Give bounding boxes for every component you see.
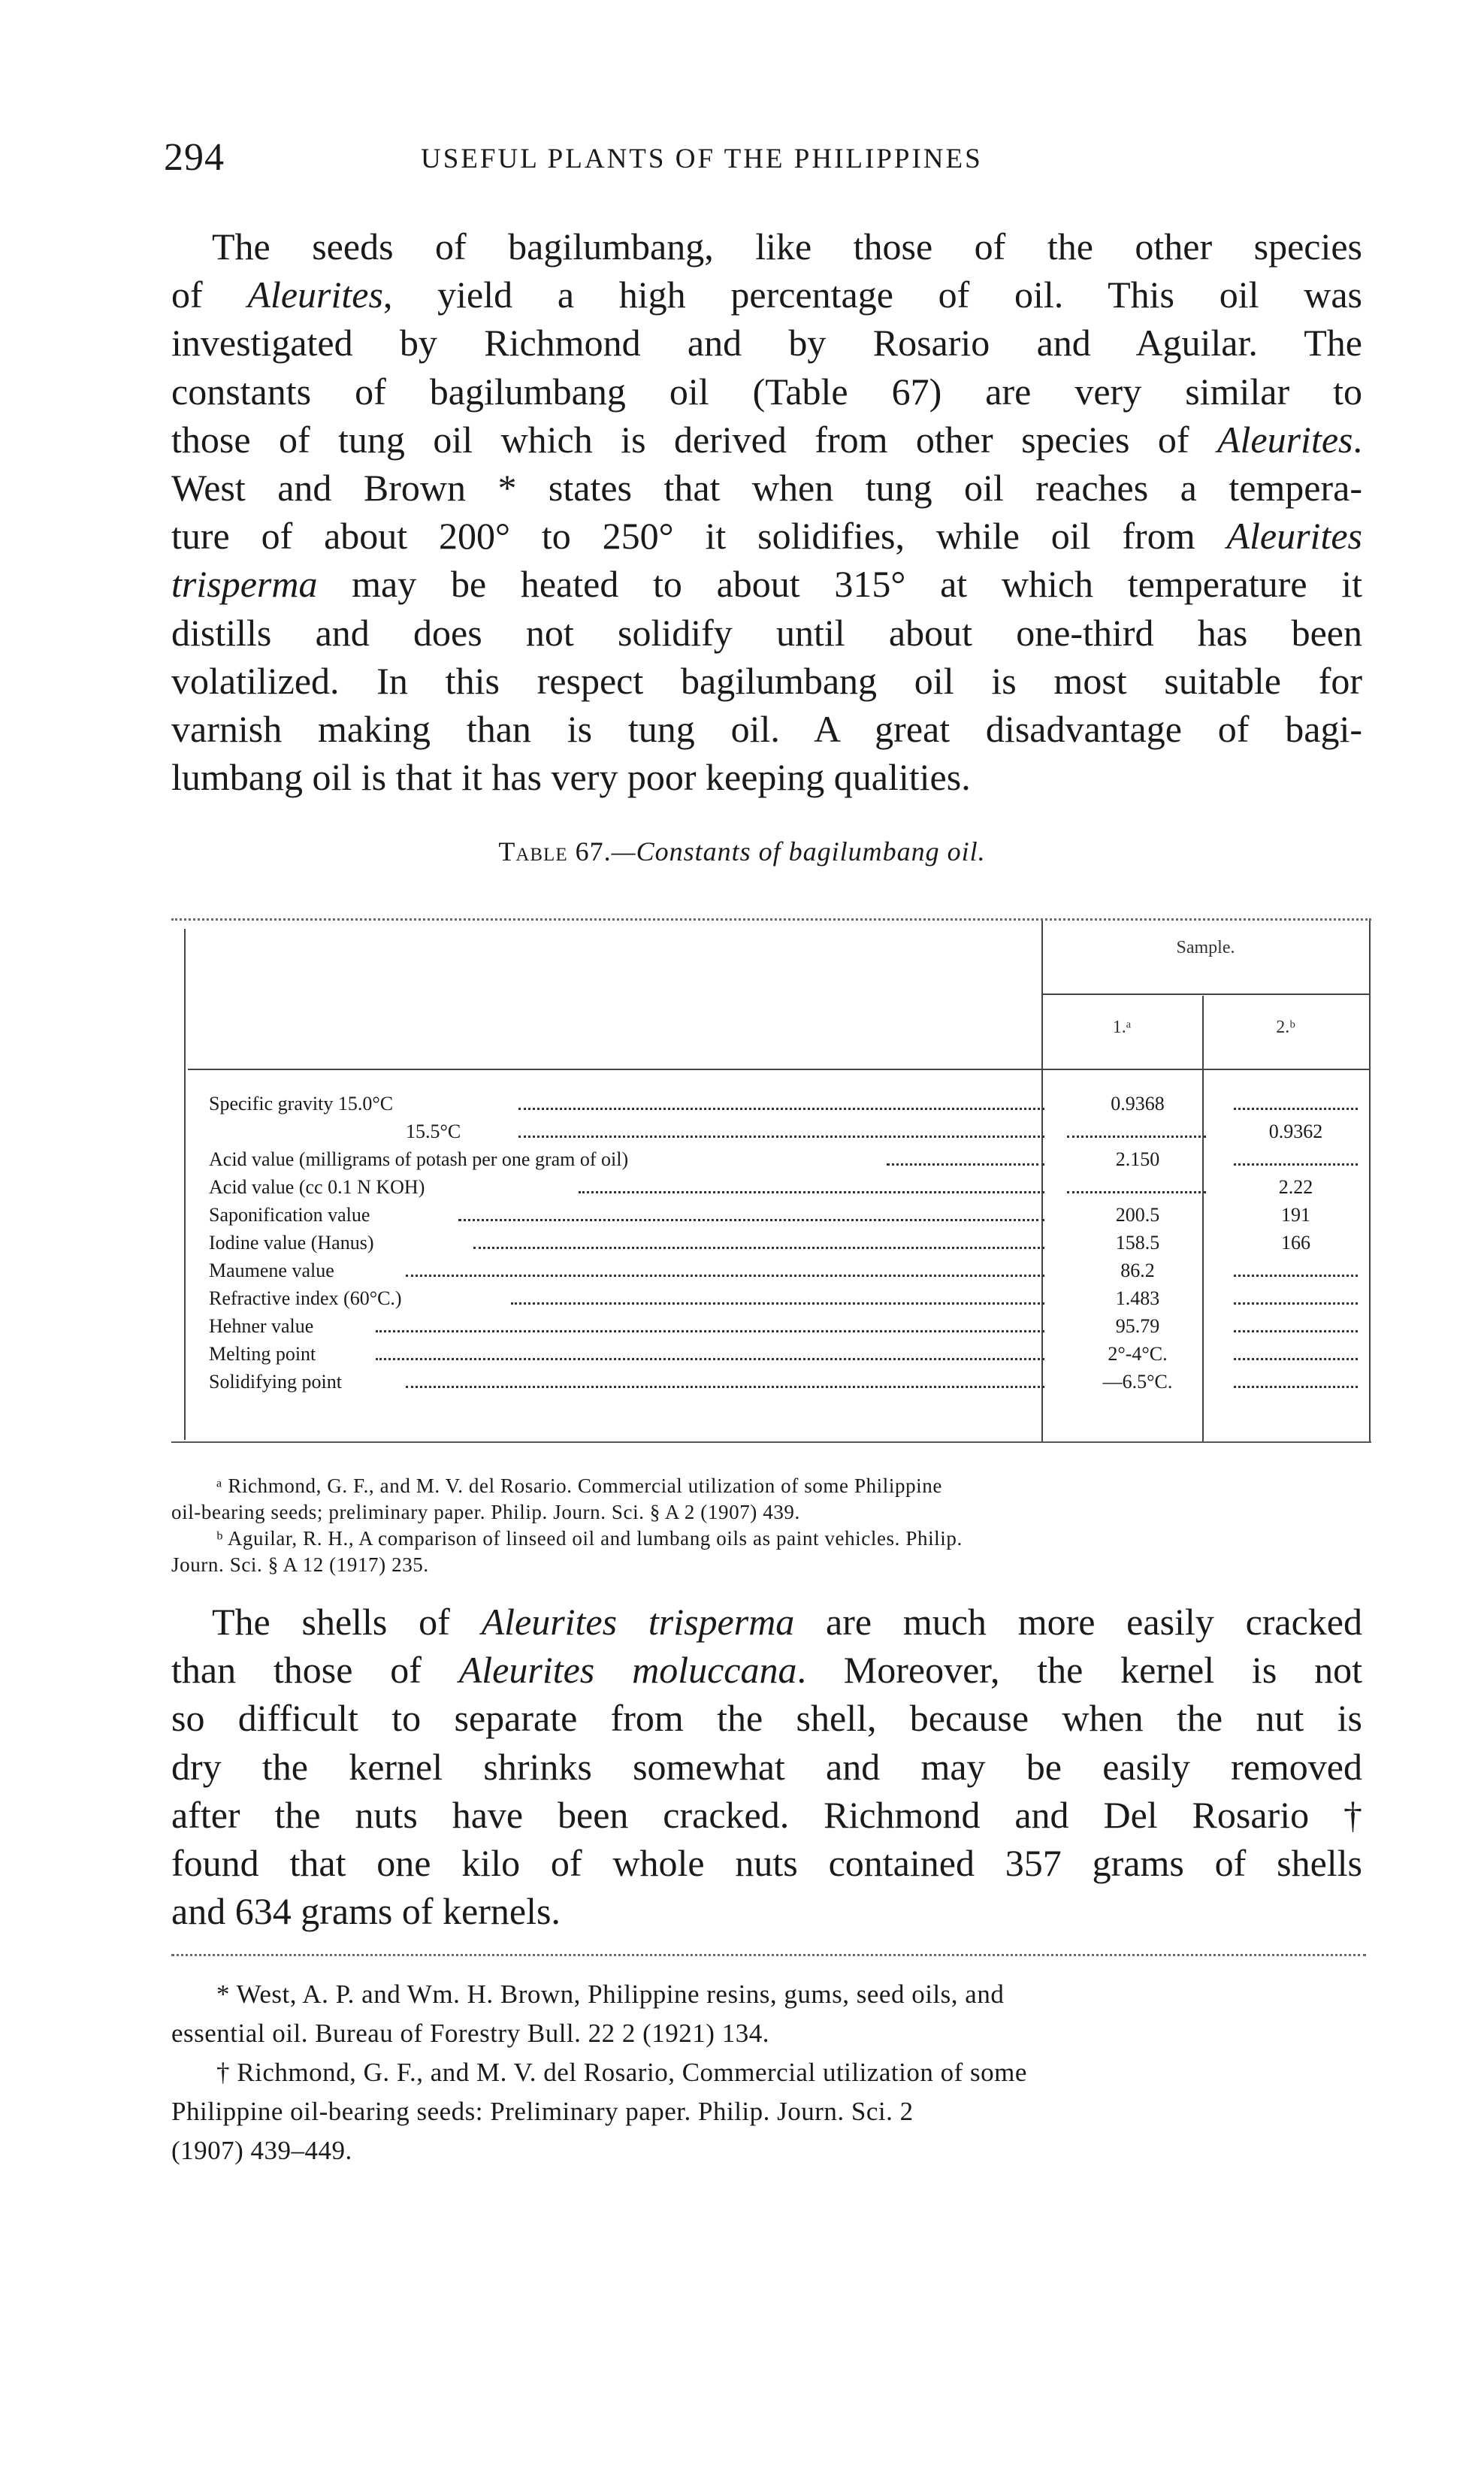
table-note-line: ᵇ Aguilar, R. H., A comparison of linseed oil and lumbang oils as paint vehicles. Philip. xyxy=(216,1527,963,1550)
dot-leader xyxy=(518,1136,1044,1138)
table-bottom-rule xyxy=(171,1441,1371,1443)
dot-leader xyxy=(406,1275,1044,1277)
row-label: Refractive index (60°C.) xyxy=(209,1287,402,1309)
column-header-1: 1.ᵃ xyxy=(1112,1018,1132,1037)
sample-2-value: 166 xyxy=(1281,1232,1310,1254)
table-caption xyxy=(0,836,1484,867)
text-line: investigated by Richmond and by Rosario and Aguilar. The xyxy=(171,322,1362,364)
table-row xyxy=(188,1201,1368,1229)
footnotes xyxy=(171,1975,1374,2170)
row-label: Melting point xyxy=(209,1343,316,1365)
text-line: found that one kilo of whole nuts contained 357 grams of shells xyxy=(171,1842,1362,1885)
text-line: and 634 grams of kernels. xyxy=(171,1890,561,1933)
text-line: The shells of Aleurites trisperma are much more easily cracked xyxy=(212,1601,1362,1643)
table-note-line: Journ. Sci. § A 12 (1917) 235. xyxy=(171,1553,429,1576)
sample-header: Sample. xyxy=(1176,938,1235,957)
footnote-line: * West, A. P. and Wm. H. Brown, Philippine resins, gums, seed oils, and xyxy=(216,1979,1005,2009)
text-line: lumbang oil is that it has very poor keeping qualities. xyxy=(171,756,971,799)
footnote-rule xyxy=(171,1954,1366,1956)
empty-cell-dash xyxy=(1067,1136,1206,1138)
footnote-line: † Richmond, G. F., and M. V. del Rosario, Commercial utilization of some xyxy=(216,2058,1027,2087)
empty-cell-dash xyxy=(1234,1163,1358,1166)
table-row xyxy=(188,1257,1368,1284)
row-label: Maumene value xyxy=(209,1260,334,1281)
sample-1-value: 1.483 xyxy=(1115,1287,1160,1309)
footnote-line: (1907) 439–449. xyxy=(171,2136,352,2165)
body-paragraph-1 xyxy=(171,222,1362,801)
text-line: distills and does not solidify until about one-third has been xyxy=(171,611,1362,654)
sample-1-value: 2°-4°C. xyxy=(1108,1343,1168,1365)
dot-leader xyxy=(511,1302,1044,1305)
empty-cell-dash xyxy=(1234,1386,1358,1388)
sample-1-value: 86.2 xyxy=(1120,1260,1155,1281)
table-row xyxy=(188,1090,1368,1118)
row-label: Hehner value xyxy=(209,1315,314,1337)
empty-cell-dash xyxy=(1234,1108,1358,1110)
sample-1-value: 158.5 xyxy=(1115,1232,1160,1254)
table-sample-rule xyxy=(1041,994,1370,995)
footnote-line: essential oil. Bureau of Forestry Bull. 22 2 (1921) 134. xyxy=(171,2019,769,2048)
row-label: Saponification value xyxy=(209,1204,370,1226)
text-line: dry the kernel shrinks somewhat and may be easily removed xyxy=(171,1745,1362,1788)
dot-leader xyxy=(473,1247,1044,1249)
table-notes xyxy=(171,1473,1374,1578)
sample-1-value: —6.5°C. xyxy=(1102,1371,1173,1393)
row-label: Iodine value (Hanus) xyxy=(209,1232,374,1254)
table-top-rule xyxy=(171,918,1371,921)
table-note-line: ᵃ Richmond, G. F., and M. V. del Rosario. Commercial utilization of some Philippine xyxy=(216,1474,942,1497)
text-line: volatilized. In this respect bagilumbang oil is most suitable for xyxy=(171,659,1362,702)
empty-cell-dash xyxy=(1234,1358,1358,1360)
text-line: of Aleurites, yield a high percentage of oil. This oil was xyxy=(171,274,1363,316)
text-line: so difficult to separate from the shell, because when the nut is xyxy=(171,1697,1362,1740)
sample-1-value: 95.79 xyxy=(1115,1315,1160,1337)
row-label: Acid value (milligrams of potash per one gram of oil) xyxy=(209,1148,629,1170)
table-note-line: oil-bearing seeds; preliminary paper. Philip. Journ. Sci. § A 2 (1907) 439. xyxy=(171,1501,800,1523)
table-row xyxy=(188,1145,1368,1173)
table-row xyxy=(188,1340,1368,1368)
table-row xyxy=(188,1229,1368,1257)
running-title: USEFUL PLANTS OF THE PHILIPPINES xyxy=(421,144,983,174)
footnote-line: Philippine oil-bearing seeds: Preliminary paper. Philip. Journ. Sci. 2 xyxy=(171,2097,914,2126)
sample-1-value: 200.5 xyxy=(1115,1204,1160,1226)
text-line: those of tung oil which is derived from other species of Aleurites. xyxy=(171,418,1362,461)
table-caption-number: Table 67. xyxy=(498,836,612,866)
row-label: Specific gravity 15.0°C xyxy=(209,1093,394,1114)
sample-2-value: 2.22 xyxy=(1278,1176,1313,1198)
sample-1-value: 0.9368 xyxy=(1111,1093,1165,1114)
empty-cell-dash xyxy=(1067,1191,1206,1193)
table-row xyxy=(188,1368,1368,1396)
dot-leader xyxy=(887,1163,1044,1166)
page-number: 294 xyxy=(164,136,225,179)
dot-leader xyxy=(458,1219,1044,1221)
dot-leader xyxy=(406,1386,1044,1388)
table-right-border xyxy=(1369,921,1371,1443)
empty-cell-dash xyxy=(1234,1330,1358,1332)
text-line: after the nuts have been cracked. Richmond and Del Rosario † xyxy=(171,1793,1362,1836)
column-header-2: 2.ᵇ xyxy=(1276,1018,1295,1037)
table-header-rule xyxy=(188,1069,1370,1070)
table-row xyxy=(188,1312,1368,1340)
empty-cell-dash xyxy=(1234,1302,1358,1305)
table-row xyxy=(188,1118,1368,1145)
text-line: constants of bagilumbang oil (Table 67) are very similar to xyxy=(171,370,1362,413)
table-caption-title: —Constants of bagilumbang oil. xyxy=(611,836,986,866)
row-label: Acid value (cc 0.1 N KOH) xyxy=(209,1176,425,1198)
body-paragraph-2 xyxy=(171,1598,1362,1935)
text-line: than those of Aleurites moluccana. Moreover, the kernel is not xyxy=(171,1649,1362,1692)
table-left-border xyxy=(184,929,186,1440)
text-line: ture of about 200° to 250° it solidifies, while oil from Aleurites xyxy=(171,515,1362,558)
table-row xyxy=(188,1173,1368,1201)
text-line: trisperma may be heated to about 315° at which temperature it xyxy=(171,563,1362,606)
sample-1-value: 2.150 xyxy=(1115,1148,1160,1170)
empty-cell-dash xyxy=(1234,1275,1358,1277)
dot-leader xyxy=(518,1108,1044,1110)
dot-leader xyxy=(376,1358,1044,1360)
sample-2-value: 0.9362 xyxy=(1268,1121,1323,1142)
text-line: The seeds of bagilumbang, like those of the other species xyxy=(212,225,1362,268)
dot-leader xyxy=(579,1191,1044,1193)
dot-leader xyxy=(376,1330,1044,1332)
sample-2-value: 191 xyxy=(1281,1204,1310,1226)
row-label: 15.5°C xyxy=(406,1121,461,1142)
table-row xyxy=(188,1284,1368,1312)
text-line: West and Brown * states that when tung oil reaches a tempera- xyxy=(171,467,1362,510)
text-line: varnish making than is tung oil. A great disadvantage of bagi- xyxy=(171,708,1362,751)
row-label: Solidifying point xyxy=(209,1371,342,1393)
